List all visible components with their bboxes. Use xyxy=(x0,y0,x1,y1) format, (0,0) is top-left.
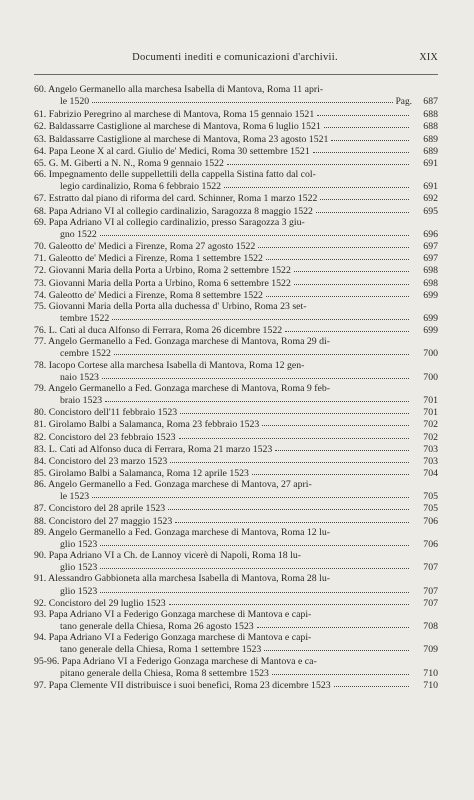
entry-text: 83. L. Cati ad Alfonso duca di Ferrara, Roma 21 marzo 1523 xyxy=(34,443,273,455)
dot-leader xyxy=(313,145,409,153)
entry-text: 63. Baldassarre Castiglione al marchese di Mantova, Roma 23 agosto 1521 xyxy=(34,133,329,145)
entry-page-number: 701 xyxy=(423,395,438,407)
entry-text: 81. Girolamo Balbi a Salamanca, Roma 23 febbraio 1523 xyxy=(34,419,260,431)
contents-entry xyxy=(34,252,438,264)
entry-line xyxy=(34,443,438,455)
entry-text: 67. Estratto dal piano di riforma del card. Schinner, Roma 1 marzo 1522 xyxy=(34,193,318,205)
entry-text: cembre 1522 xyxy=(60,348,111,360)
entry-line xyxy=(34,360,438,371)
entry-line xyxy=(34,515,438,527)
entry-line xyxy=(34,347,438,359)
dot-leader xyxy=(168,502,409,510)
dot-leader xyxy=(285,324,409,332)
entry-line xyxy=(34,527,438,538)
entry-page-number: 706 xyxy=(423,538,438,550)
entry-text: 77. Angelo Germanello a Fed. Gonzaga marchese di Mantova, Roma 29 di- xyxy=(34,336,331,348)
entry-line xyxy=(34,406,438,418)
entry-text: tano generale della Chiesa, Roma 26 agosto 1523 xyxy=(60,621,254,633)
entry-line xyxy=(34,490,438,502)
contents-entry xyxy=(34,217,438,240)
entry-text: legio cardinalizio, Roma 6 febbraio 1522 xyxy=(60,181,222,193)
contents-entry xyxy=(34,145,438,157)
dot-leader xyxy=(100,228,409,236)
entry-line xyxy=(34,324,438,336)
entry-line xyxy=(34,455,438,467)
entry-line xyxy=(34,667,438,679)
entry-text: 84. Concistoro del 23 marzo 1523 xyxy=(34,455,168,467)
entry-line xyxy=(34,205,438,217)
entry-line xyxy=(34,301,438,312)
entry-line xyxy=(34,169,438,180)
entry-page-number: 707 xyxy=(423,585,438,597)
entry-page-number: 698 xyxy=(423,277,438,289)
entry-page-number: 697 xyxy=(423,253,438,265)
entry-line xyxy=(34,133,438,145)
entry-line xyxy=(34,585,438,597)
dot-leader xyxy=(264,643,409,651)
contents-entry xyxy=(34,336,438,359)
entry-line xyxy=(34,336,438,347)
entry-text: 64. Papa Leone X al card. Giulio de' Medici, Roma 30 settembre 1521 xyxy=(34,145,310,157)
dot-leader xyxy=(294,277,409,285)
entry-page-number: 700 xyxy=(423,371,438,383)
entry-page-number: 703 xyxy=(423,443,438,455)
entry-page-number: 700 xyxy=(423,348,438,360)
dot-leader xyxy=(112,312,409,320)
entry-line xyxy=(34,597,438,609)
dot-leader xyxy=(316,205,409,213)
entry-text: 78. Iacopo Cortese alla marchesa Isabella di Mantova, Roma 12 gen- xyxy=(34,359,305,371)
dot-leader xyxy=(227,157,409,165)
entry-text: 97. Papa Clemente VII distribuisce i suoi benefici, Roma 23 dicembre 1523 xyxy=(34,679,331,691)
entry-line xyxy=(34,383,438,394)
entry-line xyxy=(34,240,438,252)
entry-line xyxy=(34,192,438,204)
entry-text: gno 1522 xyxy=(60,228,97,240)
entry-text: glio 1523 xyxy=(60,585,98,597)
entry-page-number: 695 xyxy=(423,205,438,217)
entry-line xyxy=(34,418,438,430)
entry-text: glio 1523 xyxy=(60,562,98,574)
dot-leader xyxy=(102,371,409,379)
entry-page-number: 688 xyxy=(423,121,438,133)
dot-leader xyxy=(170,455,409,463)
contents-entry xyxy=(34,515,438,527)
entry-line xyxy=(34,561,438,573)
entry-text: 79. Angelo Germanello a Fed. Gonzaga marchese di Mantova, Roma 9 feb- xyxy=(34,382,330,394)
entry-page-number: 708 xyxy=(423,621,438,633)
entry-text: 86. Angelo Germanello a Fed. Gonzaga marchese di Mantova, 27 apri- xyxy=(34,479,312,491)
entry-line xyxy=(34,431,438,443)
running-header xyxy=(32,52,438,66)
header-title: Documenti inediti e comunicazioni d'archivii. xyxy=(132,52,338,63)
entry-page-number: 699 xyxy=(423,312,438,324)
page-label: Pag. xyxy=(395,97,412,108)
entry-line xyxy=(34,679,438,691)
entry-text: 87. Concistoro del 28 aprile 1523 xyxy=(34,503,166,515)
contents-entry xyxy=(34,597,438,609)
entry-text: le 1520 xyxy=(60,96,90,108)
contents-entry xyxy=(34,383,438,406)
entry-page-number: 699 xyxy=(423,325,438,337)
dot-leader xyxy=(114,347,409,355)
entry-text: 71. Galeotto de' Medici a Firenze, Roma 1 settembre 1522 xyxy=(34,253,263,265)
entry-page-number: 705 xyxy=(423,503,438,515)
entry-page-number: 705 xyxy=(423,491,438,503)
dot-leader xyxy=(100,585,409,593)
dot-leader xyxy=(294,264,409,272)
entry-page-number: 701 xyxy=(423,407,438,419)
entry-page-number: 710 xyxy=(423,667,438,679)
contents-entry xyxy=(34,205,438,217)
entry-text: 95-96. Papa Adriano VI a Federigo Gonzaga marchese di Mantova e ca- xyxy=(34,655,317,667)
dot-leader xyxy=(180,406,409,414)
entry-line xyxy=(34,228,438,240)
entry-page-number: 699 xyxy=(423,289,438,301)
entry-page-number: 689 xyxy=(423,145,438,157)
contents-entry xyxy=(34,632,438,655)
entry-line xyxy=(34,656,438,667)
contents-entry xyxy=(34,418,438,430)
entry-page-number: 707 xyxy=(423,562,438,574)
entry-page-number: 702 xyxy=(423,419,438,431)
contents-entry xyxy=(34,169,438,192)
dot-leader xyxy=(252,467,409,475)
entry-page-number: 691 xyxy=(423,157,438,169)
entry-text: 65. G. M. Giberti a N. N., Roma 9 gennaio 1522 xyxy=(34,157,224,169)
entry-line xyxy=(34,217,438,228)
entry-text: 80. Concistoro dell'11 febbraio 1523 xyxy=(34,407,178,419)
entry-line xyxy=(34,479,438,490)
dot-leader xyxy=(175,515,409,523)
entry-text: tano generale della Chiesa, Roma 1 settembre 1523 xyxy=(60,644,262,656)
entry-page-number: 706 xyxy=(423,515,438,527)
entry-line xyxy=(34,108,438,120)
entry-line xyxy=(34,84,438,95)
contents-entry xyxy=(34,550,438,573)
dot-leader xyxy=(257,620,409,628)
entry-page-number: 703 xyxy=(423,455,438,467)
entry-line xyxy=(34,252,438,264)
entry-line xyxy=(34,620,438,632)
entry-page-number: 710 xyxy=(423,679,438,691)
dot-leader xyxy=(169,597,409,605)
entry-text: 68. Papa Adriano VI al collegio cardinalizio, Saragozza 8 maggio 1522 xyxy=(34,205,313,217)
contents-entry xyxy=(34,502,438,514)
entry-page-number: 702 xyxy=(423,431,438,443)
entry-line xyxy=(34,502,438,514)
dot-leader xyxy=(331,133,409,141)
entry-text: 72. Giovanni Maria della Porta a Urbino, Roma 2 settembre 1522 xyxy=(34,265,291,277)
contents-entry xyxy=(34,443,438,455)
contents-entry xyxy=(34,360,438,383)
dot-leader xyxy=(272,667,409,675)
contents-entry xyxy=(34,240,438,252)
entry-text: naio 1523 xyxy=(60,371,99,383)
contents-entry xyxy=(34,527,438,550)
dot-leader xyxy=(100,538,409,546)
contents-entry xyxy=(34,264,438,276)
contents-entry xyxy=(34,108,438,120)
entry-page-number: 689 xyxy=(423,133,438,145)
entry-text: 69. Papa Adriano VI al collegio cardinalizio, presso Saragozza 3 giu- xyxy=(34,216,305,228)
contents-entry xyxy=(34,120,438,132)
contents-entry xyxy=(34,455,438,467)
entry-text: glio 1523 xyxy=(60,538,98,550)
entry-text: 85. Girolamo Balbi a Salamanca, Roma 12 aprile 1523 xyxy=(34,468,249,479)
contents-entry xyxy=(34,431,438,443)
entry-text: 66. Impegnamento delle suppellettili della cappella Sistina fatto dal col- xyxy=(34,169,316,181)
contents-entry xyxy=(34,479,438,502)
entry-text: 90. Papa Adriano VI a Ch. de Lannoy vicerè di Napoli, Roma 18 lu- xyxy=(34,550,301,562)
entry-line xyxy=(34,632,438,643)
dot-leader xyxy=(258,240,409,248)
dot-leader xyxy=(324,120,409,128)
contents-entry xyxy=(34,192,438,204)
contents-entry xyxy=(34,289,438,301)
entry-line xyxy=(34,180,438,192)
contents-list xyxy=(34,84,438,691)
contents-entry xyxy=(34,324,438,336)
contents-entry xyxy=(34,277,438,289)
entry-page-number: 697 xyxy=(423,241,438,253)
entry-line xyxy=(34,609,438,620)
entry-text: 92. Concistoro del 29 luglio 1523 xyxy=(34,597,166,609)
entry-page-number: 709 xyxy=(423,644,438,656)
header-rule xyxy=(34,74,438,75)
entry-line xyxy=(34,120,438,132)
dot-leader xyxy=(266,252,409,260)
entry-line xyxy=(34,95,438,108)
entry-line xyxy=(34,264,438,276)
contents-entry xyxy=(34,157,438,169)
dot-leader xyxy=(92,490,409,498)
dot-leader xyxy=(262,418,409,426)
entry-text: 75. Giovanni Maria della Porta alla duchessa d' Urbino, Roma 23 set- xyxy=(34,300,307,312)
contents-entry xyxy=(34,656,438,679)
entry-page-number: 698 xyxy=(423,265,438,277)
entry-line xyxy=(34,145,438,157)
entry-text: 62. Baldassarre Castiglione al marchese di Mantova, Roma 6 luglio 1521 xyxy=(34,121,321,133)
entry-text: 74. Galeotto de' Medici a Firenze, Roma 8 settembre 1522 xyxy=(34,289,263,301)
entry-line xyxy=(34,550,438,561)
dot-leader xyxy=(100,561,409,569)
entry-line xyxy=(34,573,438,584)
entry-text: 70. Galeotto de' Medici a Firenze, Roma 27 agosto 1522 xyxy=(34,241,256,253)
entry-text: 76. L. Cati al duca Alfonso di Ferrara, Roma 26 dicembre 1522 xyxy=(34,325,283,337)
entry-page-number: 704 xyxy=(423,468,438,479)
dot-leader xyxy=(275,443,409,451)
dot-leader xyxy=(334,679,409,687)
dot-leader xyxy=(179,431,410,439)
dot-leader xyxy=(320,192,409,200)
entry-page-number: 692 xyxy=(423,193,438,205)
dot-leader xyxy=(92,95,392,103)
entry-text: 93. Papa Adriano VI a Federigo Gonzaga marchese di Mantova e capi- xyxy=(34,608,312,620)
entry-line xyxy=(34,277,438,289)
entry-text: 91. Alessandro Gabbioneta alla marchesa Isabella di Mantova, Roma 28 lu- xyxy=(34,573,330,585)
entry-line xyxy=(34,538,438,550)
entry-page-number: 691 xyxy=(423,181,438,193)
entry-line xyxy=(34,312,438,324)
entry-text: braio 1523 xyxy=(60,395,103,407)
dot-leader xyxy=(105,394,409,402)
contents-entry xyxy=(34,679,438,691)
entry-text: pitano generale della Chiesa, Roma 8 settembre 1523 xyxy=(60,667,269,679)
entry-page-number: 688 xyxy=(423,109,438,121)
contents-entry xyxy=(34,406,438,418)
entry-text: 73. Giovanni Maria della Porta a Urbino, Roma 6 settembre 1522 xyxy=(34,277,291,289)
entry-page-number: 707 xyxy=(423,597,438,609)
dot-leader xyxy=(224,180,409,188)
contents-entry xyxy=(34,467,438,479)
dot-leader xyxy=(317,108,409,116)
entry-text: 88. Concistoro del 27 maggio 1523 xyxy=(34,515,173,527)
entry-line xyxy=(34,371,438,383)
entry-text: 89. Angelo Germanello a Fed. Gonzaga marchese di Mantova, Roma 12 lu- xyxy=(34,526,331,538)
entry-text: tembre 1522 xyxy=(60,312,110,324)
entry-text: 61. Fabrizio Peregrino al marchese di Mantova, Roma 15 gennaio 1521 xyxy=(34,109,315,121)
entry-line xyxy=(34,394,438,406)
entry-line xyxy=(34,289,438,301)
contents-entry xyxy=(34,609,438,632)
contents-entry xyxy=(34,84,438,108)
entry-text: 82. Concistoro del 23 febbraio 1523 xyxy=(34,431,176,443)
contents-entry xyxy=(34,573,438,596)
entry-text: le 1523 xyxy=(60,491,90,503)
entry-line xyxy=(34,467,438,479)
header-page-number: XIX xyxy=(419,52,438,63)
entry-page-number: 696 xyxy=(423,228,438,240)
contents-entry xyxy=(34,133,438,145)
contents-entry xyxy=(34,301,438,324)
entry-text: 60. Angelo Germanello alla marchesa Isabella di Mantova, Roma 11 apri- xyxy=(34,84,324,95)
dot-leader xyxy=(266,289,409,297)
entry-line xyxy=(34,157,438,169)
entry-page-number: 687 xyxy=(423,96,438,108)
entry-line xyxy=(34,643,438,655)
entry-text: 94. Papa Adriano VI a Federigo Gonzaga marchese di Mantova e capi- xyxy=(34,632,312,644)
